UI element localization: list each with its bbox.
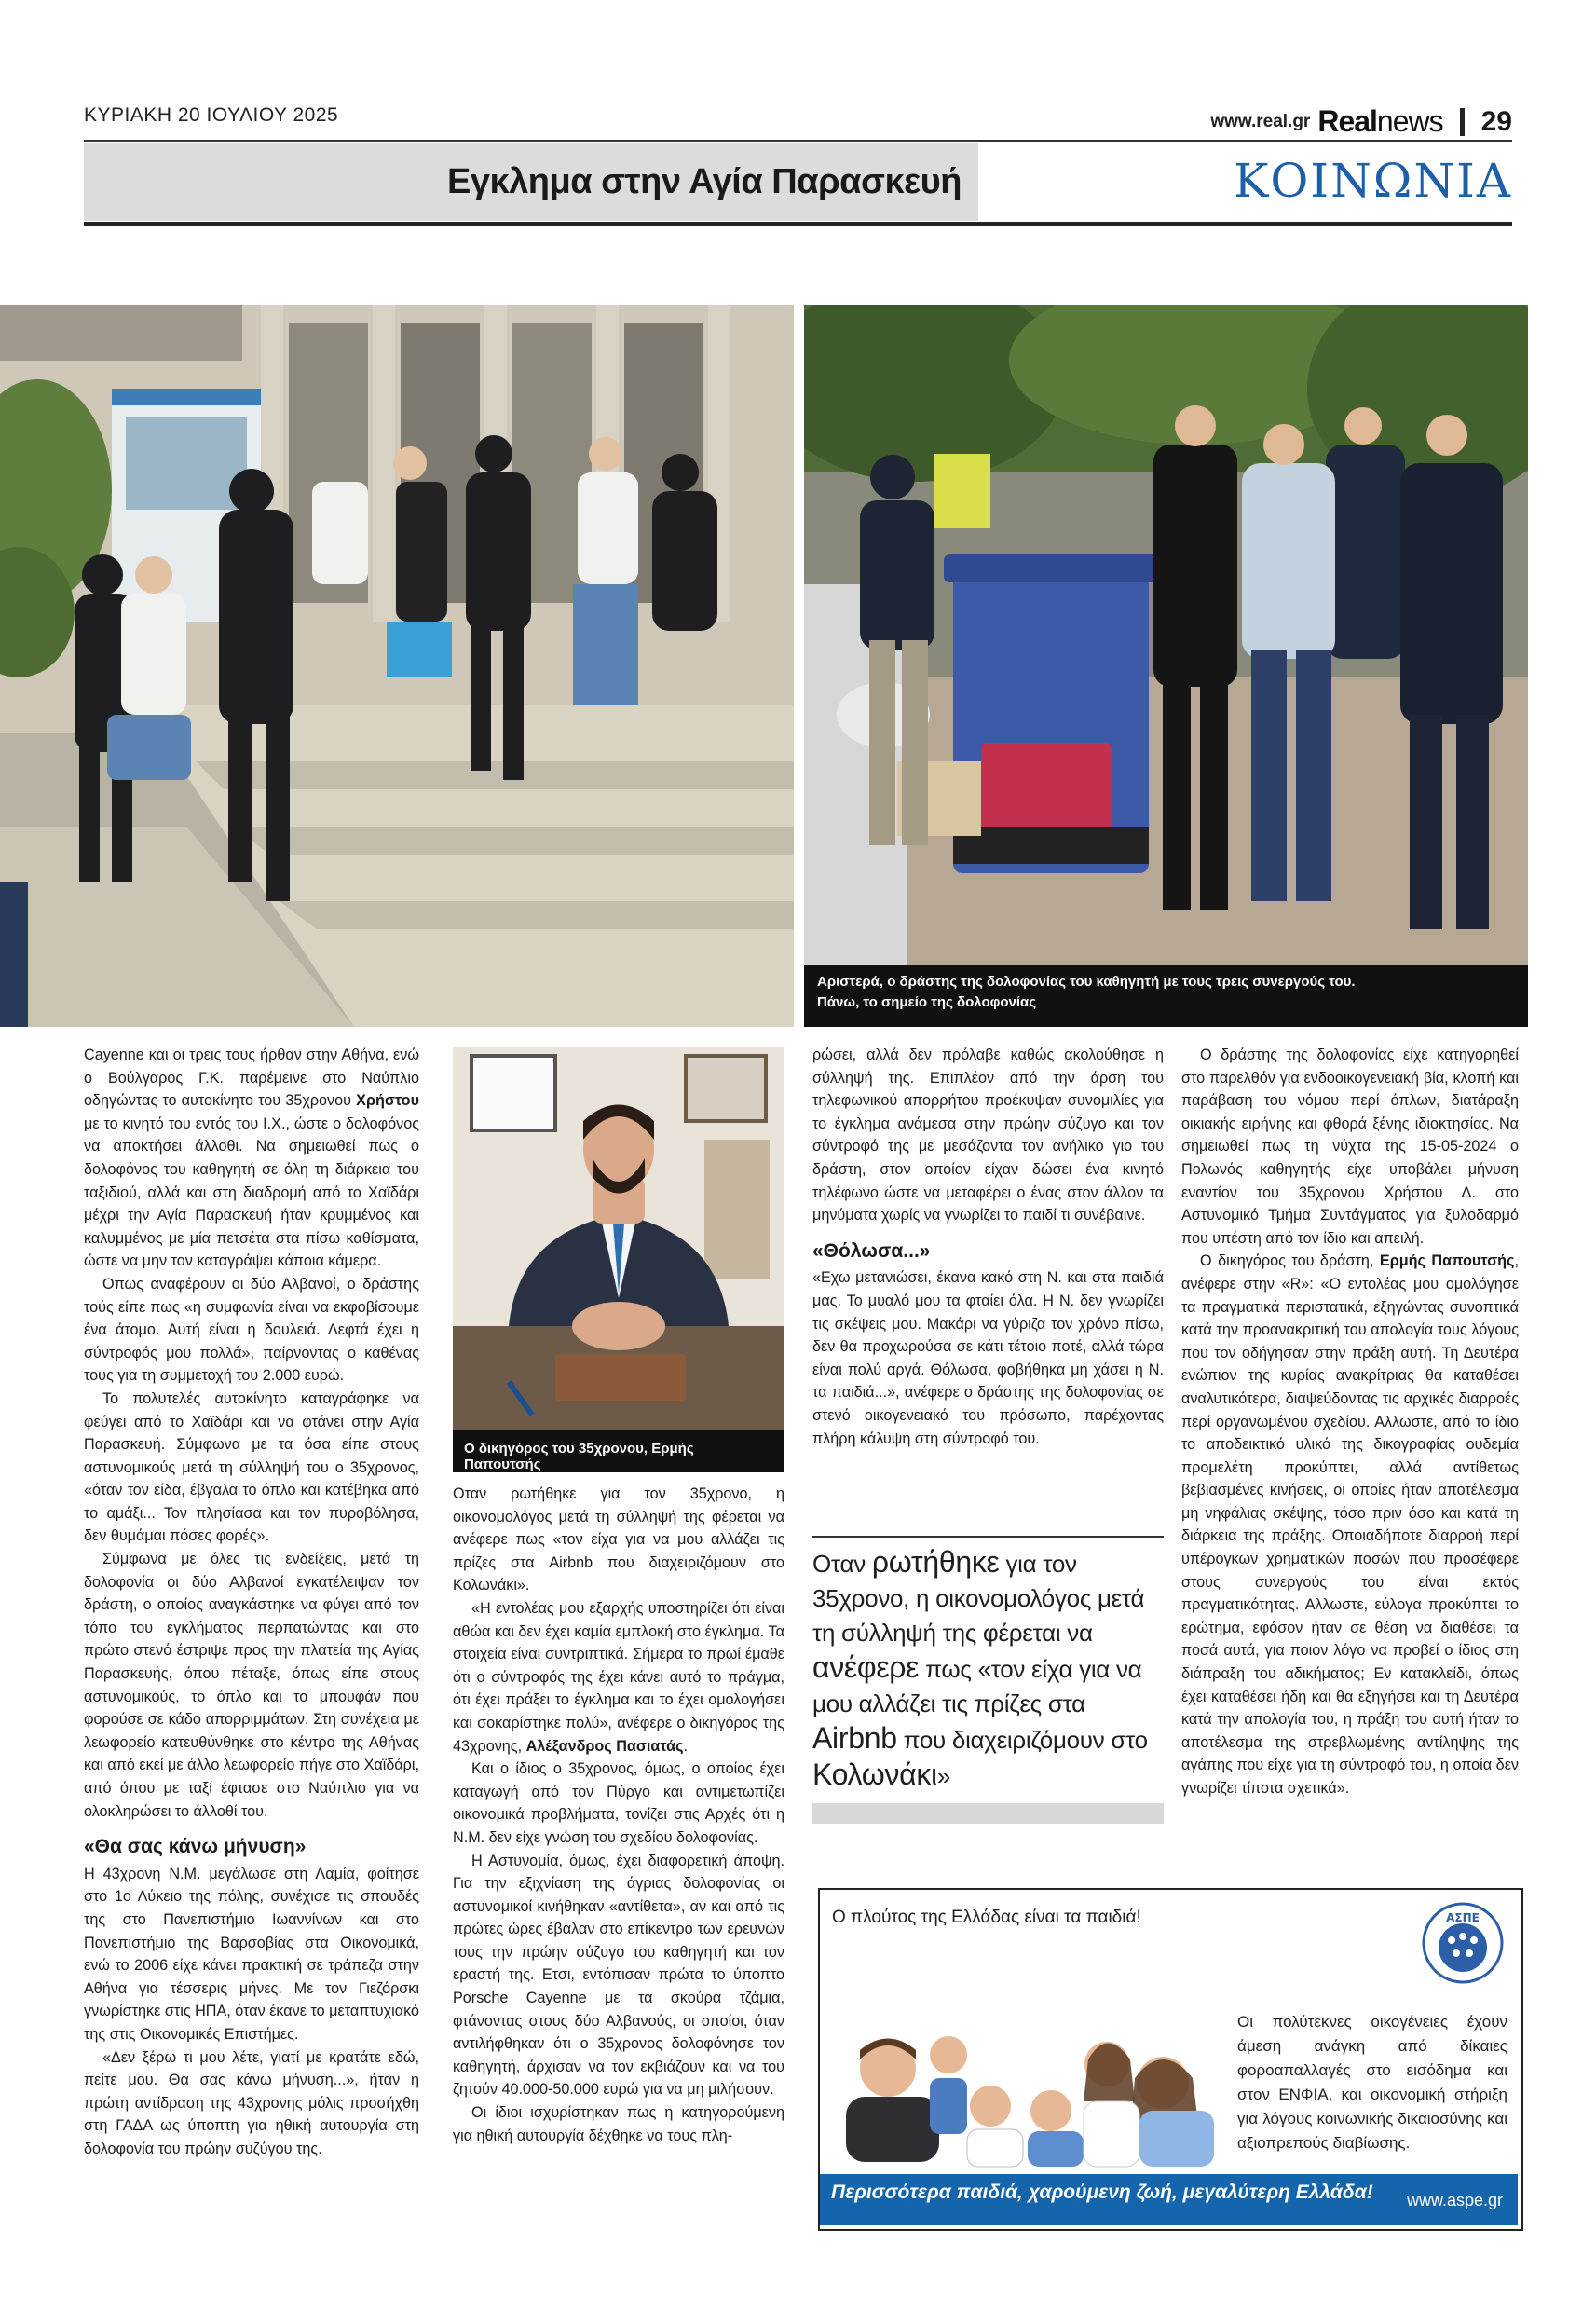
pull-quote-bar [812, 1803, 1164, 1824]
lawyer-caption: Ο δικηγόρος του 35χρονου, Ερμής Παπουτσής [453, 1430, 784, 1472]
lawyer-illustration [453, 1047, 784, 1430]
pull-quote [812, 1536, 1164, 1824]
pq-emphasis: ανέφερε [812, 1650, 920, 1684]
pq-emphasis: Κολωνάκι [812, 1758, 937, 1791]
col1-p1-name: Χρήστου [356, 1092, 419, 1110]
lawyer-photo [453, 1047, 784, 1430]
col3-paragraph: «Εχω μετανιώσει, έκανα κακό στη Ν. και στα παιδιά μας. Το μυαλό μου τα φταίει όλα. Η Ν. δεν γνωρίζει τις σκέψεις μου. Μακάρι να γύριζα τον χρόνο πίσω, δεν θα προχωρούσα σε κάτι τέτοιο ποτέ, αλλά τώρα είναι πολύ αργά. Θόλωσα, φοβήθηκα μη χάσει η Ν. τα παιδιά...», ανέφερε ο δράστης της δολοφονίας σε στενό οικογενειακό του πρόσωπο, παρέχοντας πλήρη κάλυψη στη σύντροφό του. [812, 1269, 1164, 1447]
pq-part: πως «τον είχα για να μου αλλάζει τις πρίζες στα [812, 1655, 1142, 1717]
section-rule [84, 222, 1512, 226]
column-1 [84, 1044, 419, 2161]
photo-caption-line2: Πάνω, το σημείο της δολοφονίας [817, 993, 1037, 1010]
family-illustration [827, 1990, 1223, 2171]
col2-paragraph [453, 1597, 784, 1758]
ad-url[interactable]: www.aspe.gr [1406, 2191, 1503, 2209]
col3-subheading: «Θόλωσα...» [812, 1239, 931, 1262]
col4-paragraph: Ο δράστης της δολοφονίας είχε κατηγορηθεί στο παρελθόν για ενδοοικογενειακή βία, κλοπή και παράβαση του νόμου περί όπλων, διατάραξη οικιακής ειρήνης και φθορά ξένης ιδιοκτησίας. Να σημειωθεί πως τη νύχτα της 15-05-2024 ο Πολωνός καθηγητής είχε υποβάλει μήνυση εναντίον του 35χρονου Χρήστου Δ. στο Αστυνομικό Τμήμα Συντάγματος για ξυλοδαρμό που υπέστη από τον ίδιο και απειλή. [1181, 1047, 1519, 1247]
aspe-logo [1421, 1901, 1505, 1985]
page-number: 29 [1480, 105, 1512, 137]
topic-title: Εγκλημα στην Αγία Παρασκευή [447, 161, 962, 201]
family-photo [827, 1990, 1223, 2171]
photo-caption [804, 965, 1528, 1027]
site-url[interactable]: www.real.gr [1210, 111, 1311, 131]
crime-scene-illustration [804, 305, 1528, 965]
col2-paragraph: Η Αστυνομία, όμως, έχει διαφορετική άποψη. Για την εξιχνίαση της άγριας δολοφονίας οι αστυνομικοί κινήθηκαν «αντίθετα», αν και από τις πρώτες ώρες έβαλαν στο επίκεντρο των ερευνών τους την πρώην σύζυγο του καθηγητή και τον εραστή της. Ετσι, εντόπισαν πρώτα το ύποπτο Porsche Cayenne με τα σκούρα τζάμια, φτάνοντας στους δύο Αλβανούς, οι οποίοι, όταν αντιλήφθηκαν ότι ο 35χρονος δολοφόνησε τον καθηγητή, άρχισαν να τον εκβιάζουν και να του ζητούν 40.000-50.000 ευρώ για να μη μιλήσουν. [453, 1852, 784, 2099]
header-rule [84, 140, 1512, 142]
arrest-photo-illustration [0, 305, 794, 1027]
ad-body-text: Οι πολύτεκνες οικογένειες έχουν άμεση ανάγκη από δίκαιες φοροαπαλλαγές στο εισόδημα και στον ΕΝΦΙΑ, και οικονομική στήριξη για λόγους κοινωνικής δικαιοσύνης και αξιοπρεπούς διαβίωσης. [1237, 2013, 1507, 2152]
col1-paragraph: «Δεν ξέρω τι μου λέτε, γιατί με κρατάτε εδώ, πείτε μου. Θα σας κάνω μήνυση...», ήταν η πρώτη αντίδραση της 43χρονης μόλις προσήχθη στη ΓΑΔΑ ως ύποπτη για ηθική αυτουργία στη δολοφονία του πρώην συζύγου της. [84, 2048, 419, 2157]
logo-real: Real [1317, 104, 1377, 138]
logo-news: news [1376, 104, 1443, 138]
pq-emphasis: ρωτήθηκε [871, 1545, 1000, 1579]
col1-subheading: «Θα σας κάνω μήνυση» [84, 1836, 307, 1858]
masthead-divider [1460, 108, 1465, 136]
col1-p1-text-cont: με το κινητό του εντός του Ι.Χ., ώστε ο δολοφόνος να αποκτήσει άλλοθι. Να σημειωθεί πως ο δολοφόνος του καθηγητή σε όλη τη διάρκεια του ταξιδιού, αλλά και στη διαδρομή από το Χαϊδάρι μέχρι την Αγία Παρασκευή ήταν κρυμμένος και καλυμμένος με μία πετσέτα στα πίσω καθίσματα, ώστε να μην τον καταγράψει κάποια κάμερα. [84, 1115, 419, 1270]
col4-p2-name: Ερμής Παπουτσής [1379, 1252, 1515, 1270]
section-title: ΚΟΙΝΩΝΙΑ [1234, 154, 1512, 208]
topic-bar [84, 143, 978, 221]
ad-headline: Ο πλούτος της Ελλάδας είναι τα παιδιά! [832, 1908, 1141, 1927]
pq-part: που διαχειριζόμουν στο [896, 1726, 1148, 1754]
arrest-photo [0, 305, 794, 1027]
col2-paragraph: Και ο ίδιος ο 35χρονος, όμως, ο οποίος έχει καταγωγή από τον Πύργο και αντιμετωπίζει οικονομικά προβλήματα, τονίζει στις Αρχές ότι η Ν.Μ. δεν είχε γνώση του σχεδίου δολοφονίας. [453, 1760, 784, 1846]
col2-paragraph: Οι ίδιοι ισχυρίστηκαν πως η κατηγορούμενη για ηθική αυτουργία δέχθηκε να τους πλη- [453, 2104, 784, 2144]
col4-p2-text-cont: , ανέφερε στην «R»: «Ο εντολέας μου ομολόγησε τα πραγματικά περιστατικά, εξηγώντας συνοπτικά κατά την προανακριτική του απολογία τους λόγους που τον οδήγησαν στην πράξη αυτή. Τη Δευτέρα ενώπιον της κυρίας ανακρίτριας θα καταθέσει αναλυτικότερα, διαψεύδοντας τις αρχικές διαρροές περί οργανωμένου σχεδίου. Αλλωστε, από το ίδιο το αποδεικτικό υλικό της δικογραφίας ουδεμία προμελέτη προκύπτει, αλλά αντίθετως βεβιασμένες κινήσεις, οι οποίες ήταν αποτέλεσμα μη νηφάλιας σκέψης, τόσο πριν όσο και κατά τη διάρκεια της πράξης. Οποιαδήποτε διαρροή περί υπέρογκων χρηματικών ποσών που προσέφερε στους συνεργούς του είναι εκτός πραγματικότητας. Αλλωστε, εύλογα προκύπτει το ερώτημα, εφόσον ήταν σε θέση να διαθέσει τα ποσά αυτά, για ποιον λόγο να προβεί ο ίδιος στη διάπραξη του αδικήματος; Εν κατακλείδι, όπως έχει καταθέσει ήδη και θα εξηγήσει και τη Δευτέρα κατά την απολογία του, η πράξη του αυτή ήταν το αποτέλεσμα της στρεβλωμένης αντίληψης της αγάπης που είχε για τη σύντροφό του, η οποία δεν γνωρίζει τίποτα σχετικά». [1181, 1252, 1519, 1797]
aspe-logo-icon [1421, 1901, 1505, 1985]
pq-part: για τον 35χρονο, η οικονομολόγος μετά τη σύλληψή της φέρεται να [812, 1550, 1145, 1647]
col4-p2-text: Ο δικηγόρος του δράστη, [1200, 1252, 1380, 1270]
col2-paragraph: Οταν ρωτήθηκε για τον 35χρονο, η οικονομολόγος μετά τη σύλληψή της φέρεται να ανέφερε πως «τον είχα για να μου αλλάζει τις πρίζες στα Airbnb που διαχειριζόμουν στο Κολωνάκι». [453, 1485, 784, 1594]
pull-quote-text [812, 1538, 1164, 1803]
ad-footer-bar [820, 2174, 1518, 2225]
col1-paragraph: Οπως αναφέρουν οι δύο Αλβανοί, ο δράστης τούς είπε πως «η συμφωνία είναι να εκφοβίσουμε ένα άτομο. Αυτή είναι η δουλειά. Λεφτά έχει η σύντροφός μου πολλά», παίρνοντας ο καθένας τους για τη συμμετοχή του 2.000 ευρώ. [84, 1275, 419, 1385]
issue-date: ΚΥΡΙΑΚΗ 20 ΙΟΥΛΙΟΥ 2025 [84, 104, 339, 126]
pq-part: » [936, 1762, 951, 1790]
pq-part: Οταν [812, 1550, 872, 1578]
col1-p1-text: Cayenne και οι τρεις τους ήρθαν στην Αθήνα, ενώ ο Βούλγαρος Γ.Κ. παρέμεινε στο Ναύπλιο οδηγώντας το αυτοκίνητο του 35χρονου [84, 1047, 419, 1110]
col2-p2-name: Αλέξανδρος Πασιατάς [525, 1737, 684, 1755]
aspe-logo-text: ΑΣΠΕ [1446, 1911, 1480, 1924]
col1-paragraph: Η 43χρονη Ν.Μ. μεγάλωσε στη Λαμία, φοίτησε στο 1ο Λύκειο της πόλης, συνέχισε τις σπουδές της στο Πανεπιστήμιο Ιωαννίνων και στο Πανεπιστήμιο της Βαρσοβίας στα Οικονομικά, ενώ το 2006 είχε κάνει πρακτική σε τράπεζα στην Αθήνα για τέσσερις μήνες. Με τον Γιεζόρσκι γνωρίστηκε στις ΗΠΑ, όταν έκανε το μεταπτυχιακό της στις Οικονομικές Επιστήμες. [84, 1865, 419, 2043]
pq-emphasis: Airbnb [812, 1721, 897, 1755]
col1-paragraph: Το πολυτελές αυτοκίνητο καταγράφηκε να φεύγει από το Χαϊδάρι και να φτάνει στην Αγία Παρασκευή. Σύμφωνα με τα όσα είπε στους αστυνομικούς μετά τη σύλληψή του ο 35χρονος, «όταν τον είδα, έβγαλα το όπλο και κατέβηκα από το αμάξι... Τον πλησίασα και τον πυροβόλησα, δεν θυμάμαι πόσες φορές». [84, 1389, 419, 1545]
column-3 [812, 1044, 1164, 1450]
column-2 [453, 1483, 784, 2147]
photo-caption-line1: Αριστερά, ο δράστης της δολοφονίας του καθηγητή με τους τρεις συνεργούς του. [817, 974, 1356, 990]
ad-slogan: Περισσότερα παιδιά, χαρούμενη ζωή, μεγαλύτερη Ελλάδα! [831, 2182, 1373, 2203]
col4-paragraph [1181, 1250, 1519, 1799]
col2-p2-text: «Η εντολέας μου εξαρχής υποστηρίζει ότι είναι αθώα και δεν έχει καμία εμπλοκή στο έγκλημα. Τα στοιχεία είναι συντριπτικά. Σήμερα το πρωί έμαθε ότι ο σύντροφός της έχει κάνει αυτό το πράγμα, ότι έχει πράξει το έγκλημα και το έχει ομολογήσει και σοκαρίστηκε πολύ», ανέφερε ο δικηγόρος της 43χρονης, [453, 1599, 784, 1755]
realnews-logo [1317, 104, 1442, 139]
col3-paragraph: ρώσει, αλλά δεν πρόλαβε καθώς ακολούθησε η σύλληψή της. Επιπλέον από την άρση του τηλεφωνικού απορρήτου προέκυψαν συνομιλίες για το έγκλημα ανάμεσα στην πρώην σύζυγο και τον σύντροφό της με μεσάζοντα τον ανήλικο γιο του δράστη, στον οποίον είχαν δώσει ένα κινητό τηλέφωνο ώστε να μεταφέρει ο ένας στον άλλον τα μηνύματα χωρίς να γνωρίζει το παιδί τι συνέβαινε. [812, 1047, 1164, 1224]
col2-p2-end: . [683, 1737, 689, 1755]
column-4 [1181, 1044, 1519, 1800]
col1-paragraph [84, 1044, 419, 1273]
masthead [1210, 104, 1512, 139]
crime-scene-photo [804, 305, 1528, 965]
col1-paragraph: Σύμφωνα με όλες τις ενδείξεις, μετά τη δολοφονία οι δύο Αλβανοί εγκατέλειψαν τον δράστη, ο οποίος αναγκάστηκε να φύγει από τον τόπο του εγκλήματος περπατώντας και στο πρώτο στενό έστριψε προς την πλατεία της Αγίας Παρασκευής, όπου πέταξε, όπως είπε στους αστυνομικούς, το όπλο και το μπουφάν που φορούσε σε κάδο απορριμμάτων. Στη συνέχεια με λεωφορείο κατευθύνθηκε στο κέντρο της Αθήνας και από εκεί με άλλο λεωφορείο πήγε στο Χαϊδάρι, από όπου με ταξί έφτασε στο Ναύπλιο για να ολοκληρώσει το άλλοθί του. [84, 1551, 419, 1820]
